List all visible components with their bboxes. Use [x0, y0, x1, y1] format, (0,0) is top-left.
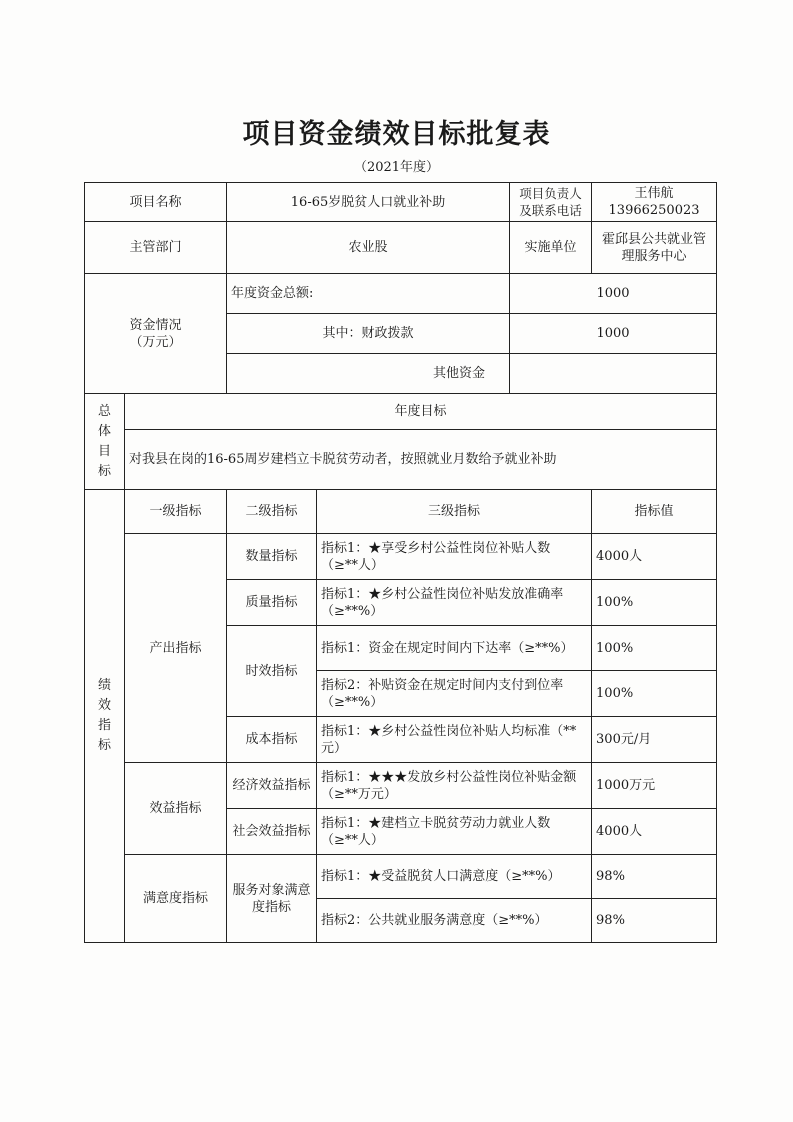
- goal-side-char: 总: [97, 403, 111, 419]
- satisfaction-text-1: 指标1：★受益脱贫人口满意度（≥**%）: [317, 855, 592, 899]
- funds-label-line1: 资金情况: [129, 317, 182, 333]
- funds-fiscal-value: 1000: [510, 314, 717, 354]
- quantity-label: 数量指标: [227, 534, 317, 580]
- satisfaction-value-1: 98%: [592, 855, 717, 899]
- output-label: 产出指标: [125, 534, 227, 763]
- goal-text: 对我县在岗的16-65周岁建档立卡脱贫劳动者，按照就业月数给予就业补助: [125, 430, 717, 490]
- table-row: [85, 855, 717, 899]
- timeliness-value-1: 100%: [592, 626, 717, 671]
- table-row: [85, 534, 717, 580]
- header-level1: 一级指标: [125, 490, 227, 534]
- funds-total-row: [85, 274, 717, 314]
- goal-side-char: 体: [97, 423, 111, 439]
- economic-label: 经济效益指标: [227, 763, 317, 809]
- impl-value: 霍邱县公共就业管理服务中心: [592, 222, 717, 274]
- table-row: [85, 763, 717, 809]
- funds-other-label: 其他资金: [227, 354, 510, 394]
- social-label: 社会效益指标: [227, 809, 317, 855]
- goal-side-char: 目: [97, 443, 111, 459]
- timeliness-text-1: 指标1：资金在规定时间内下达率（≥**%）: [317, 626, 592, 671]
- perf-side-char: 绩: [97, 678, 111, 693]
- quality-label: 质量指标: [227, 580, 317, 626]
- quality-text: 指标1：★乡村公益性岗位补贴发放准确率（≥**%）: [317, 580, 592, 626]
- header-level3: 三级指标: [317, 490, 592, 534]
- timeliness-value-2: 100%: [592, 671, 717, 717]
- goal-text-row: [85, 430, 717, 490]
- funds-total-label: 年度资金总额:: [227, 274, 510, 314]
- benefit-label: 效益指标: [125, 763, 227, 855]
- perf-side-label: [85, 490, 125, 943]
- satisfaction-value-2: 98%: [592, 899, 717, 943]
- economic-value: 1000万元: [592, 763, 717, 809]
- goal-side-label: [85, 394, 125, 490]
- timeliness-label: 时效指标: [227, 626, 317, 717]
- dept-row: [85, 222, 717, 274]
- project-name-value: 16-65岁脱贫人口就业补助: [227, 183, 510, 222]
- cost-label: 成本指标: [227, 717, 317, 763]
- satisfaction-label: 满意度指标: [125, 855, 227, 943]
- page-title: 项目资金绩效目标批复表: [242, 119, 551, 150]
- quantity-text: 指标1：★享受乡村公益性岗位补贴人数（≥**人）: [317, 534, 592, 580]
- quantity-value: 4000人: [592, 534, 717, 580]
- performance-table: [84, 182, 717, 943]
- dept-value: 农业股: [227, 222, 510, 274]
- goal-header: 年度目标: [125, 394, 717, 430]
- goal-side-char: 标: [97, 463, 111, 479]
- year-label: （2021年度）: [353, 160, 440, 175]
- impl-label: 实施单位: [510, 222, 592, 274]
- project-name-row: [85, 183, 717, 222]
- contact-value: 王伟航13966250023: [592, 183, 717, 222]
- social-value: 4000人: [592, 809, 717, 855]
- funds-total-value: 1000: [510, 274, 717, 314]
- goal-header-row: [85, 394, 717, 430]
- perf-header-row: [85, 490, 717, 534]
- social-text: 指标1：★建档立卡脱贫劳动力就业人数（≥**人）: [317, 809, 592, 855]
- funds-fiscal-label: 其中：财政拨款: [227, 314, 510, 354]
- header-value: 指标值: [592, 490, 717, 534]
- satisfaction-sub-label: 服务对象满意度指标: [227, 855, 317, 943]
- perf-side-char: 标: [97, 738, 111, 753]
- header-level2: 二级指标: [227, 490, 317, 534]
- funds-other-value: [510, 354, 717, 394]
- timeliness-text-2: 指标2：补贴资金在规定时间内支付到位率（≥**%）: [317, 671, 592, 717]
- funds-label-line2: （万元）: [129, 334, 182, 350]
- project-name-label: 项目名称: [85, 183, 227, 222]
- cost-value: 300元/月: [592, 717, 717, 763]
- funds-label: [85, 274, 227, 394]
- quality-value: 100%: [592, 580, 717, 626]
- perf-side-char: 效: [97, 698, 111, 713]
- perf-side-char: 指: [97, 718, 111, 733]
- satisfaction-text-2: 指标2：公共就业服务满意度（≥**%）: [317, 899, 592, 943]
- economic-text: 指标1：★★★发放乡村公益性岗位补贴金额（≥**万元）: [317, 763, 592, 809]
- cost-text: 指标1：★乡村公益性岗位补贴人均标准（**元）: [317, 717, 592, 763]
- contact-label: 项目负责人及联系电话: [510, 183, 592, 222]
- dept-label: 主管部门: [85, 222, 227, 274]
